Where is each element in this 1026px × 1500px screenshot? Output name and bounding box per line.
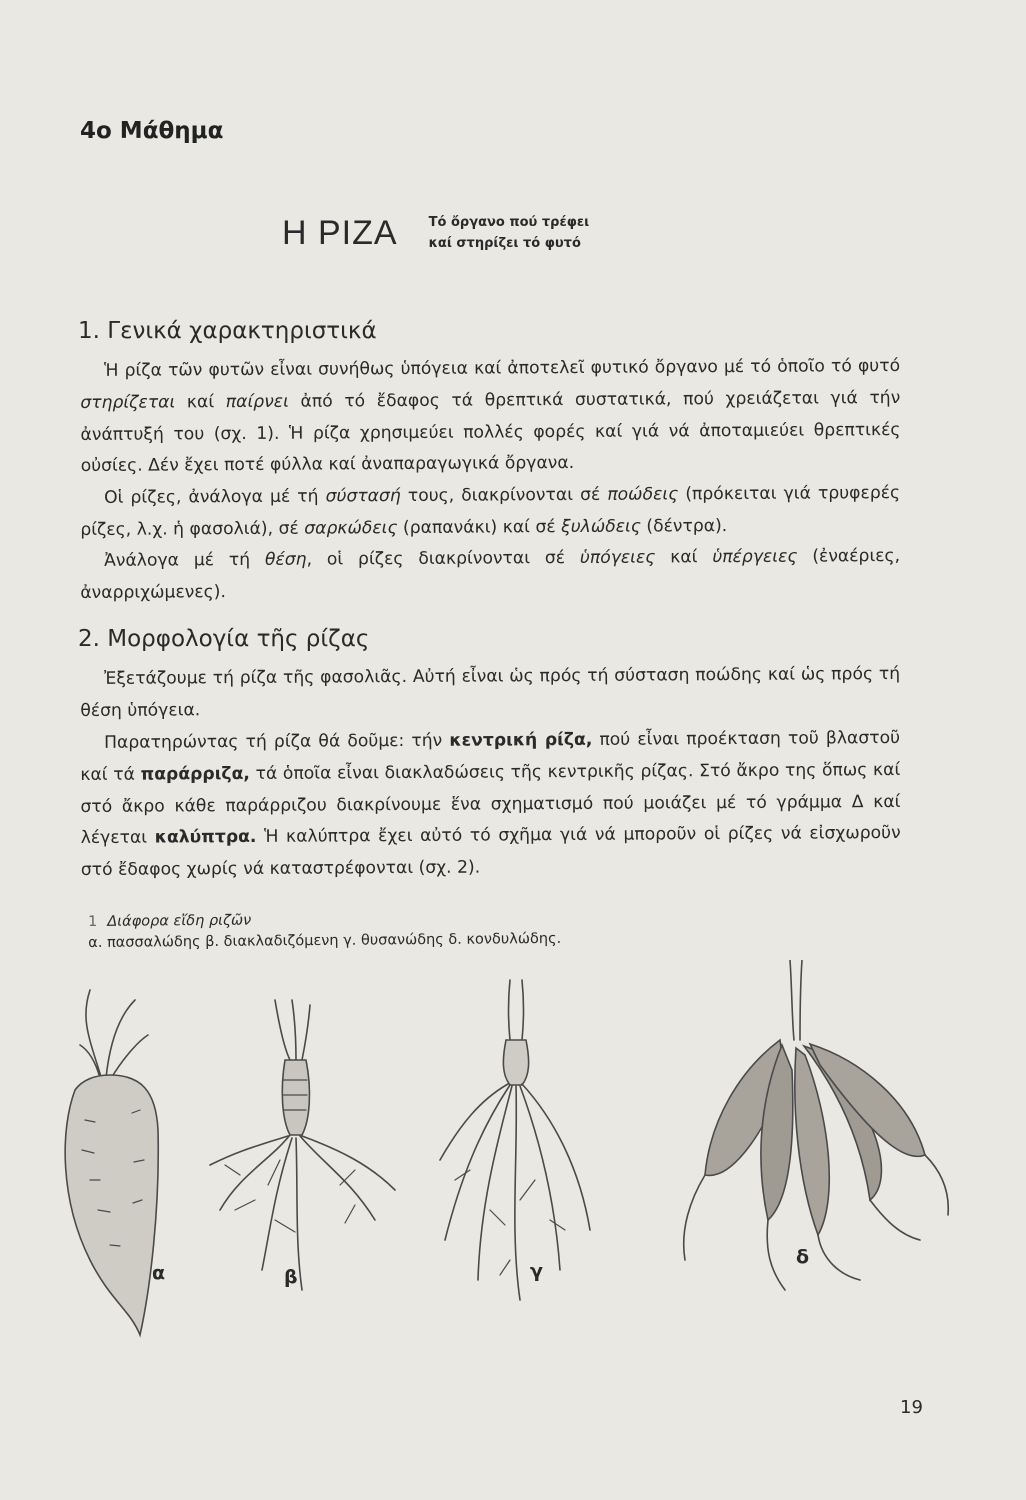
bold-term: κεντρική ρίζα,	[449, 729, 593, 751]
section-heading-morphology: 2. Μορφολογία τῆς ρίζας	[78, 626, 370, 652]
figure-label-d: δ	[796, 1246, 810, 1268]
text-run: καί	[175, 391, 226, 413]
root-types-illustration	[40, 960, 980, 1340]
text-run: (ἐναέριες, ἀναρριχώμενες).	[80, 545, 901, 603]
root-types-figure	[40, 960, 980, 1340]
text-run: καί	[655, 547, 713, 568]
italic-term: σαρκώδεις	[304, 517, 398, 539]
paragraph	[80, 723, 901, 887]
text-run: Ἐξετάζουμε τή ρίζα τῆς φασολιᾶς. Αὐτή εἶναι ὡς πρός τή σύσταση ποώδης καί ὡς πρός τή θέση ὑπόγεια.	[80, 663, 901, 721]
subtitle-line: Τό ὄργανο πού τρέφει	[428, 215, 590, 230]
italic-term: στηρίζεται	[80, 392, 176, 413]
text-run: (ραπανάκι) καί σέ	[397, 516, 562, 538]
title-block	[282, 212, 589, 254]
italic-term: παίρνει	[225, 391, 289, 412]
figure-label-b: β	[284, 1266, 298, 1288]
text-run: Ἡ ρίζα τῶν φυτῶν εἶναι συνήθως ὑπόγεια καί ἀποτελεῖ φυτικό ὄργανο μέ τό ὁποῖο τό φυτό	[104, 355, 901, 381]
text-run: (δέντρα).	[640, 515, 728, 537]
text-run: ἀπό τό ἔδαφος τά θρεπτικά συστατικά, πού χρειάζεται γιά τήν ἀνάπτυξή του (σχ. 1). Ἡ ρίζα χρησιμεύει πολλές φορές καί γιά νά ἀποταμιεύει θρεπτικές οὐσίες. Δέν ἔχει ποτέ φύλλα καί ἀναπαραγωγικά ὄργανα.	[80, 387, 901, 477]
italic-term: ξυλώδεις	[561, 516, 641, 537]
bold-term: καλύπτρα.	[154, 827, 257, 848]
text-run: Οἱ ρίζες, ἀνάλογα μέ τή	[104, 486, 326, 508]
italic-term: ὑπέργειες	[712, 546, 798, 568]
text-run: πού εἶναι προέκταση τοῦ βλαστοῦ καί τά	[80, 727, 901, 785]
text-run: τά ὁποῖα εἶναι διακλαδώσεις τῆς κεντρικῆς ρίζας. Στό ἄκρο της ὅπως καί στό ἄκρο κάθε παράρριζου διακρίνουμε ἕνα σχηματισμό πού μοιάζει μέ τό γράμμα Δ καί λέγεται	[80, 759, 901, 849]
paragraph	[80, 659, 900, 728]
chapter-subtitle	[429, 212, 590, 254]
italic-term: ὑπόγειες	[579, 547, 656, 568]
text-run: Ἀνάλογα μέ τή	[104, 549, 266, 571]
italic-term: θέση	[264, 549, 307, 570]
page-number: 19	[900, 1397, 923, 1418]
text-run: Ἡ καλύπτρα ἔχει αὐτό τό σχῆμα γιά νά μποροῦν οἱ ρίζες νά εἰσχωροῦν στό ἔδαφος χωρίς νά καταστρέφονται (σχ. 2).	[80, 823, 901, 881]
subtitle-line: καί στηρίζει τό φυτό	[428, 236, 581, 251]
fibrous-root-illustration	[440, 980, 590, 1300]
paragraph	[80, 478, 900, 547]
figure-number: 1	[88, 913, 98, 930]
text-run: Παρατηρώντας τή ρίζα θά δοῦμε: τήν	[104, 730, 450, 753]
taproot-illustration	[65, 990, 158, 1335]
paragraph	[80, 541, 900, 610]
figure-label-c: γ	[530, 1260, 543, 1282]
italic-term: ποώδεις	[607, 484, 679, 505]
figure-label-a: α	[152, 1262, 166, 1284]
figure-caption-title: Διάφορα εἴδη ριζῶν	[107, 912, 252, 930]
lesson-label: 4ο Μάθημα	[80, 118, 224, 144]
tuberous-root-illustration	[684, 960, 949, 1290]
text-run: , οἱ ρίζες διακρίνονται σέ	[306, 547, 580, 570]
text-run: (πρόκειται γιά τρυφερές ρίζες, λ.χ. ἡ φασολιά), σέ	[80, 482, 901, 540]
figure-caption	[88, 908, 561, 954]
chapter-title: Η ΡΙΖΑ	[282, 213, 398, 252]
section-heading-general: 1. Γενικά χαρακτηριστικά	[78, 318, 377, 344]
figure-caption-items: α. πασσαλώδης β. διακλαδιζόμενη γ. θυσανώδης δ. κονδυλώδης.	[88, 930, 562, 951]
branching-root-illustration	[210, 1000, 395, 1290]
paragraph	[80, 351, 901, 483]
italic-term: σύστασή	[325, 486, 401, 507]
text-run: τους, διακρίνονται σέ	[400, 484, 608, 507]
bold-term: παράρριζα,	[140, 763, 250, 785]
